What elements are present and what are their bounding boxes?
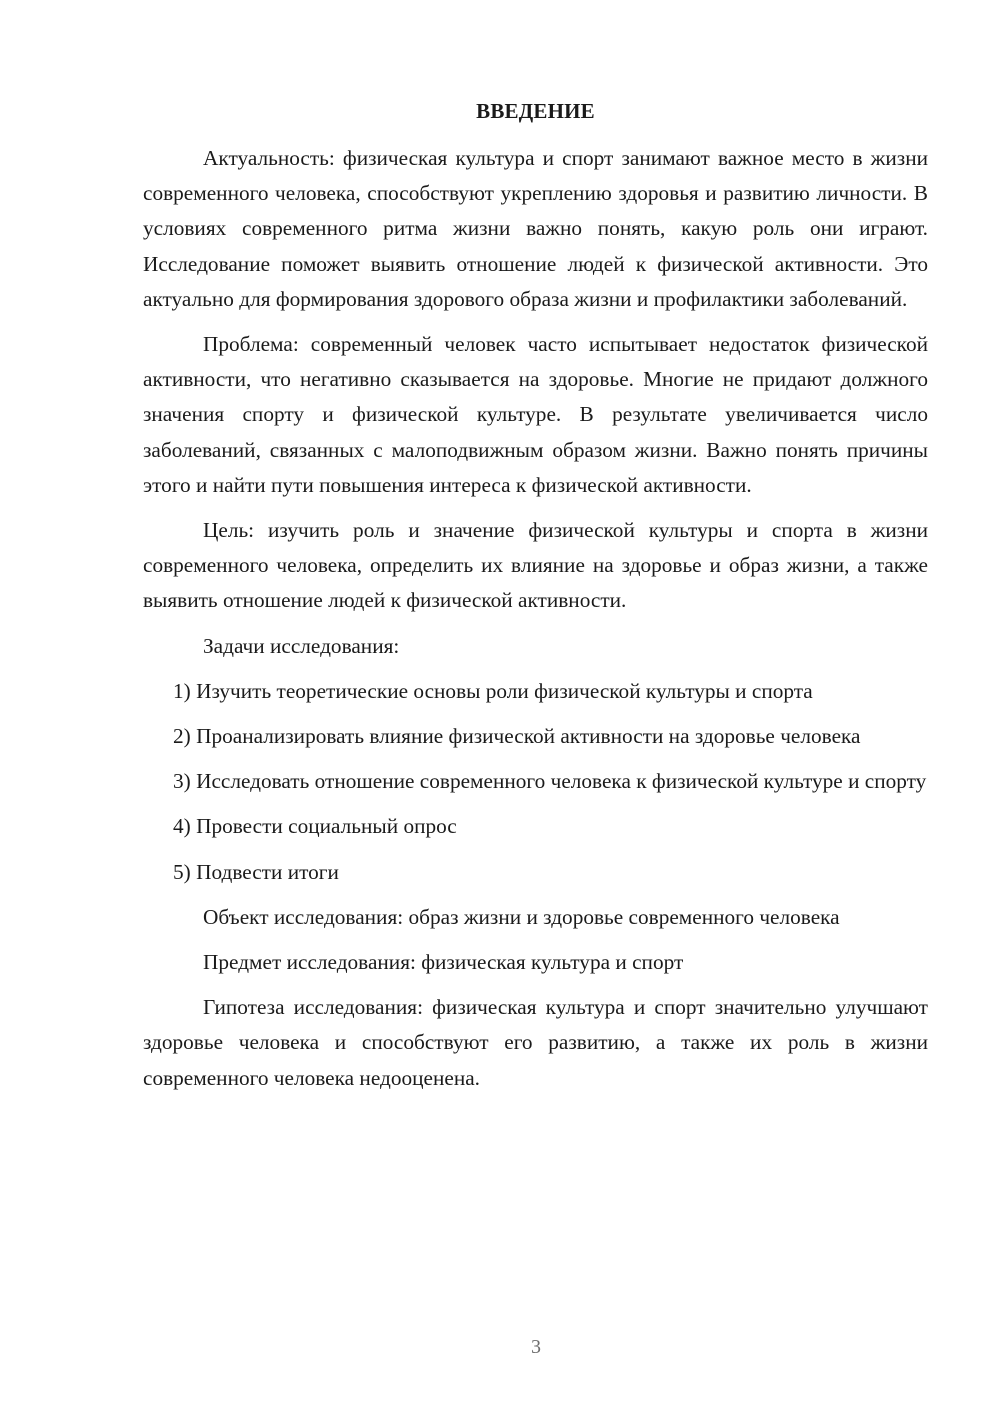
- task-item-3: 3) Исследовать отношение современного человека к физической культуре и спорту: [173, 769, 927, 794]
- relevance-paragraph: Актуальность: физическая культура и спорт занимают важное место в жизни современного человека, способствуют укреплению здоровья и развитию личности. В условиях современного ритма жизни важно понять, какую роль они играют. Исследование поможет выявить отношение людей к физической активности. Это актуально для формирования здорового образа жизни и профилактики заболеваний.: [143, 146, 928, 311]
- subject-paragraph: Предмет исследования: физическая культура и спорт: [203, 950, 684, 975]
- page-heading: ВВЕДЕНИЕ: [476, 99, 595, 123]
- page-number: 3: [531, 1336, 541, 1358]
- tasks-title: Задачи исследования:: [203, 633, 400, 658]
- hypothesis-paragraph: Гипотеза исследования: физическая культура и спорт значительно улучшают здоровье человека и способствуют его развитию, а также их роль в жизни современного человека недооценена.: [143, 995, 928, 1090]
- task-item-4: 4) Провести социальный опрос: [173, 814, 457, 839]
- task-item-1: 1) Изучить теоретические основы роли физической культуры и спорта: [173, 678, 813, 703]
- page-content: [143, 97, 928, 1096]
- task-item-2: 2) Проанализировать влияние физической активности на здоровье человека: [173, 724, 861, 749]
- object-paragraph: Объект исследования: образ жизни и здоровье современного человека: [203, 904, 840, 929]
- goal-paragraph: Цель: изучить роль и значение физической культуры и спорта в жизни современного человека, определить их влияние на здоровье и образ жизни, а также выявить отношение людей к физической активности.: [143, 518, 928, 613]
- task-item-5: 5) Подвести итоги: [173, 859, 339, 884]
- problem-paragraph: Проблема: современный человек часто испытывает недостаток физической активности, что негативно сказывается на здоровье. Многие не придают должного значения спорту и физической культуре. В результате увеличивается число заболеваний, связанных с малоподвижным образом жизни. Важно понять причины этого и найти пути повышения интереса к физической активности.: [143, 332, 928, 497]
